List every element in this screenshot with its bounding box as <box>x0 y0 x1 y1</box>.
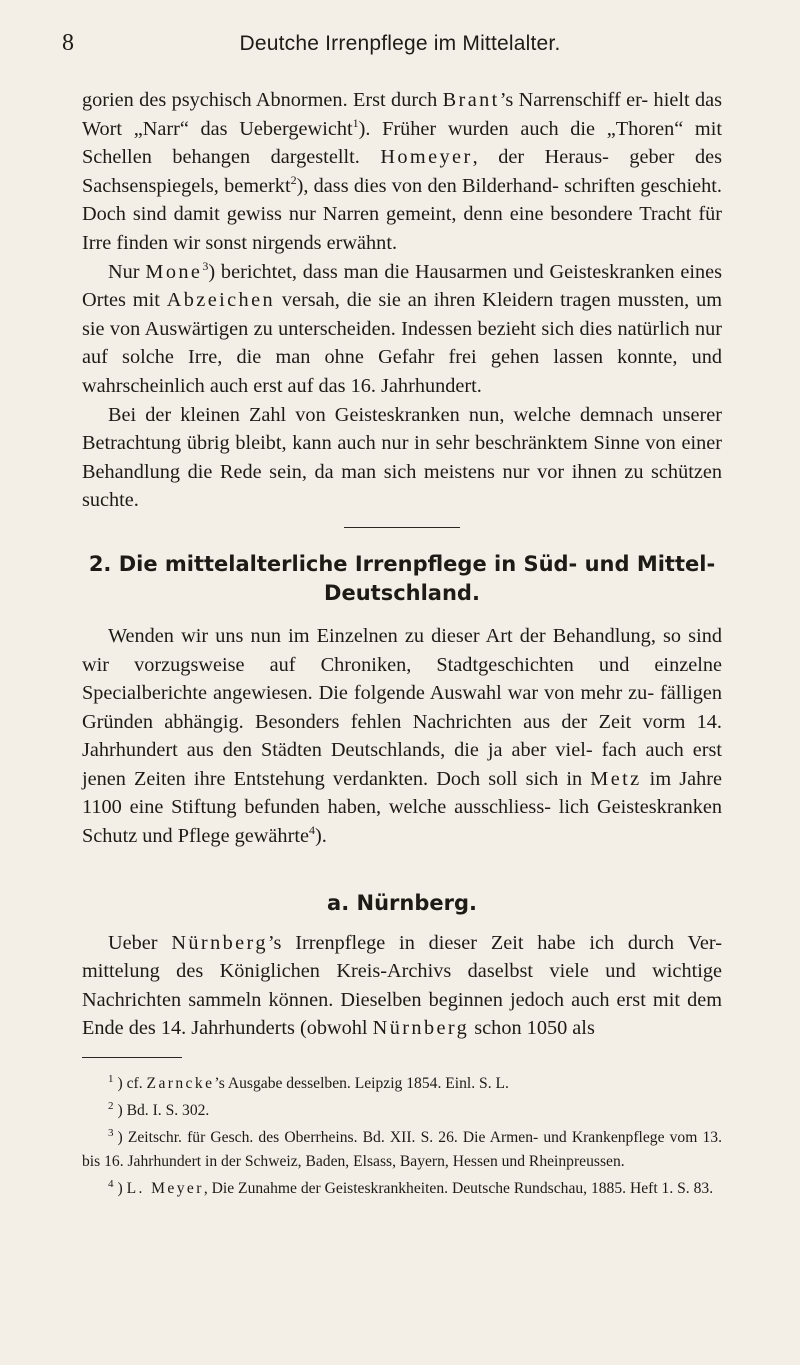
text-run: ’s Ausgabe desselben. Leipzig 1854. Einl. S. L. <box>214 1075 509 1093</box>
text-run: , Die Zunahme der Geisteskrankheiten. Deutsche Rundschau, 1885. Heft 1. S. 83. <box>203 1179 714 1197</box>
footnote-ref: 2 <box>290 173 297 188</box>
paragraph-5 <box>82 929 722 1043</box>
footnote-4 <box>82 1173 722 1200</box>
name-metz: Metz <box>590 767 642 790</box>
name-zarncke: Zarncke <box>146 1075 215 1093</box>
term-abzeichen: Abzeichen <box>166 289 276 312</box>
footnote-mark: 3 <box>108 1127 114 1140</box>
main-text <box>82 86 722 1200</box>
name-homeyer: Homeyer <box>380 146 473 169</box>
name-meyer: L. Meyer <box>126 1179 204 1197</box>
page-header <box>0 30 800 64</box>
name-brant: Brant <box>442 89 500 111</box>
text-run: gorien des psychisch Abnormen. Erst durch <box>82 89 443 111</box>
paragraph-2 <box>82 258 722 401</box>
text-run: schon 1050 als <box>469 1017 595 1040</box>
text-run: versah, die sie an ihren Kleidern tragen mussten, um sie von Auswärtigen zu unterscheiden. Indessen bezieht sich dies natürlich nur auf solche Irre, die man ohne Gefahr frei gehen lassen konnte, und wahrscheinlich auch erst auf das 16. Jahrhundert. <box>82 289 722 397</box>
footnote-ref: 4 <box>308 823 315 838</box>
text-run: ), dass dies von den Bilderhand- schriften geschieht. Doch sind damit gewiss nur Narren gemeint, denn eine besondere Tracht für Irre finden wir sonst nirgends erwähnt. <box>82 174 722 254</box>
footnote-3 <box>82 1122 722 1172</box>
text-run: ). Früher wurden auch die „Thoren“ mit Schellen behangen dargestellt. <box>82 117 722 169</box>
text-run: Ueber <box>108 931 172 954</box>
text-run: , der Heraus- geber des Sachsenspiegels, bemerkt <box>82 146 722 197</box>
footnote-ref: 3 <box>202 258 209 273</box>
footnotes <box>82 1068 722 1200</box>
text-run: ’s Irrenpflege in dieser Zeit habe ich durch Ver- mittelung des Königlichen Kreis-Archivs daselbst viele und wichtige Nachrichten sammeln können. Dieselben beginnen jedoch auch erst mit dem Ende des 14. Jahrhunderts (obwohl <box>82 931 722 1040</box>
footnote-mark: 4 <box>108 1177 114 1190</box>
text-run: ) Bd. I. S. 302. <box>117 1102 210 1120</box>
running-head: Deutche Irrenpflege im Mittelalter. <box>239 32 561 55</box>
text-run: ’s Narrenschiff er- hielt das Wort „Narr“ das Uebergewicht <box>82 89 723 140</box>
text-run: ) Zeitschr. für Gesch. des Oberrheins. Bd. XII. S. 26. Die Armen- und Krankenpflege vom 13. bis 16. Jahrhundert in der Schweiz, Baden, Elsass, Bayern, Hessen und Rheinpreussen. <box>82 1129 722 1170</box>
footnote-2 <box>82 1095 722 1122</box>
paragraph-1 <box>82 86 722 258</box>
page-number: 8 <box>62 30 74 56</box>
footnote-1 <box>82 1068 722 1095</box>
name-nurnberg: Nürnberg <box>171 931 268 954</box>
footnote-mark: 1 <box>108 1073 114 1086</box>
name-nurnberg: Nürnberg <box>372 1017 470 1040</box>
paragraph-4 <box>82 622 722 851</box>
text-run: ). <box>314 825 327 848</box>
section-divider <box>344 527 460 528</box>
text-run: ) <box>117 1179 127 1197</box>
text-run: ) cf. <box>117 1075 147 1093</box>
text-run: ) berichtet, dass man die Hausarmen und Geisteskranken eines Ortes mit <box>82 260 722 312</box>
text-run: Nur <box>108 260 146 283</box>
footnote-mark: 2 <box>108 1100 114 1113</box>
paragraph-3: Bei der kleinen Zahl von Geisteskranken nun, welche demnach unserer Betrachtung übrig bleibt, kann auch nur in sehr beschränktem Sinne von einer Behandlung die Rede sein, da man sich meistens nur vor ihnen zu schützen suchte. <box>82 403 722 512</box>
footnote-ref: 1 <box>352 115 359 130</box>
section-title: 2. Die mittelalterliche Irrenpflege in Süd- und Mittel- Deutschland. <box>88 551 716 605</box>
subsection-title: a. Nürnberg. <box>327 890 477 915</box>
footnote-divider <box>82 1057 182 1058</box>
text-run: Wenden wir uns nun im Einzelnen zu dieser Art der Behandlung, so sind wir vorzugsweise auf Chroniken, Stadtgeschichten und einzelne Specialberichte angewiesen. Die folgende Auswahl war von mehr zu- fälligen Gründen abhängig. Besonders fehlen Nachrichten aus der Zeit vorm 14. Jahrhundert aus den Städten Deutschlands, die ja aber viel- fach auch erst jenen Zeiten ihre Entstehung verdankten. Doch soll sich in <box>82 624 722 790</box>
text-run: im Jahre 1100 eine Stiftung befunden haben, welche ausschliess- lich Geisteskranken Schutz und Pflege gewährte <box>82 767 722 848</box>
name-mone: Mone <box>145 260 203 283</box>
